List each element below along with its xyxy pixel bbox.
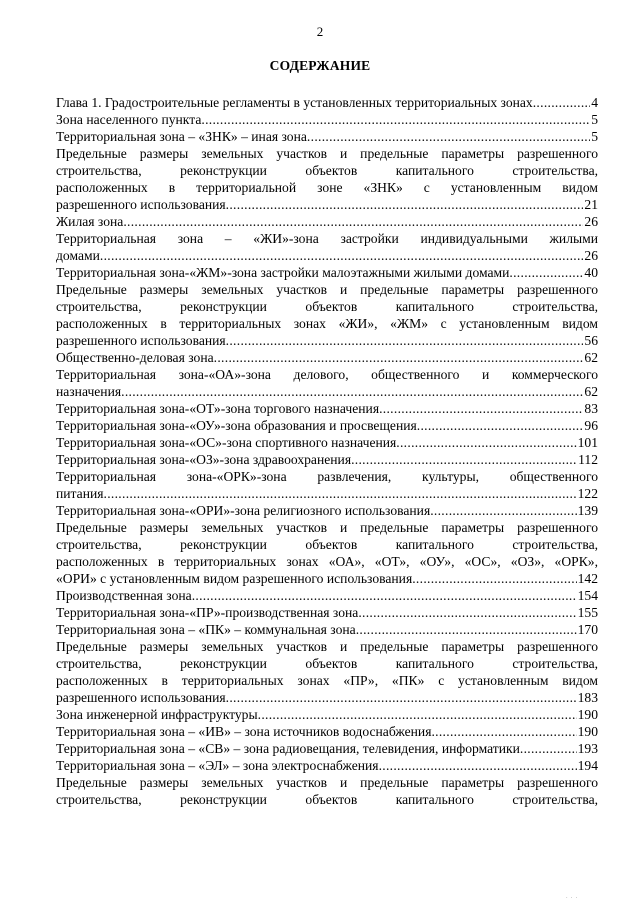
toc-entry-title: Территориальная зона-«ОС»-зона спортивного назначения (56, 435, 397, 450)
table-of-contents (56, 94, 598, 808)
toc-entry-line: Территориальная зона-«ОРК»-зона развлечения, культуры, общественного (56, 469, 598, 484)
toc-page-number: 62 (584, 350, 598, 365)
dot-leader (351, 451, 577, 468)
dot-leader (123, 213, 583, 230)
toc-entry-line: строительства, реконструкции объектов капитального строительства, (56, 537, 598, 552)
toc-page-number: 170 (577, 622, 598, 637)
toc-entry[interactable] (56, 706, 598, 723)
dot-leader (104, 485, 577, 502)
toc-entry-line: строительства, реконструкции объектов капитального строительства, (56, 656, 598, 671)
toc-entry-title: Территориальная зона-«ЖМ»-зона застройки малоэтажными жилыми домами (56, 265, 510, 280)
toc-page-number: 190 (577, 724, 598, 739)
toc-page-number: 193 (577, 741, 598, 756)
toc-entry[interactable] (56, 94, 598, 111)
toc-entry-line: расположенных в территориальных зонах «ЖИ», «ЖМ» с установленным видом (56, 316, 598, 331)
toc-page-number: 190 (577, 707, 598, 722)
toc-entry-title: Территориальная зона-«ОРИ»-зона религиозного использования (56, 503, 431, 518)
dot-leader (509, 264, 583, 281)
dot-leader (396, 434, 576, 451)
toc-entry[interactable] (56, 587, 598, 604)
toc-entry-title: Зона населенного пункта (56, 112, 202, 127)
toc-page-number: 142 (577, 571, 598, 586)
toc-entry[interactable] (56, 400, 598, 417)
scan-mark: · · · (566, 896, 579, 901)
toc-page-number: 139 (577, 503, 598, 518)
toc-entry-line: расположенных в территориальной зоне «ЗНК» с установленным видом (56, 180, 598, 195)
toc-entry-title: разрешенного использования (56, 197, 226, 212)
toc-entry[interactable] (56, 740, 598, 757)
dot-leader (226, 332, 584, 349)
dot-leader (430, 502, 576, 519)
toc-entry[interactable] (56, 451, 598, 468)
toc-page-number: 26 (584, 214, 598, 229)
toc-page-number: 112 (578, 452, 598, 467)
dot-leader (307, 128, 590, 145)
toc-entry-title: Территориальная зона-«ОЗ»-зона здравоохранения (56, 452, 352, 467)
toc-entry-title: домами (56, 248, 100, 263)
toc-entry-title: Территориальная зона-«ОТ»-зона торгового назначения (56, 401, 380, 416)
dot-leader (431, 723, 576, 740)
toc-entry-line: строительства, реконструкции объектов капитального строительства, (56, 299, 598, 314)
dot-leader (226, 689, 577, 706)
toc-entry[interactable] (56, 111, 598, 128)
dot-leader (417, 417, 584, 434)
toc-entry-line: расположенных в территориальных зонах «ПР», «ПК» с установленным видом (56, 673, 598, 688)
dot-leader (412, 570, 576, 587)
toc-entry-line: Территориальная зона – «ЖИ»-зона застройки индивидуальными жилыми (56, 231, 598, 246)
toc-entry-line: Предельные размеры земельных участков и предельные параметры разрешенного (56, 282, 598, 297)
page-number: 2 (316, 24, 324, 39)
toc-entry[interactable] (56, 366, 598, 400)
dot-leader (358, 604, 576, 621)
dot-leader (214, 349, 584, 366)
toc-entry[interactable] (56, 264, 598, 281)
dot-leader (379, 757, 577, 774)
toc-entry-line: Предельные размеры земельных участков и предельные параметры разрешенного (56, 775, 598, 790)
toc-page-number: 5 (591, 112, 598, 127)
dot-leader (226, 196, 584, 213)
toc-entry-line: Предельные размеры земельных участков и предельные параметры разрешенного (56, 520, 598, 535)
toc-entry-title: Территориальная зона – «ПК» – коммунальная зона (56, 622, 356, 637)
toc-entry[interactable] (56, 519, 598, 587)
toc-entry-line: строительства, реконструкции объектов капитального строительства, (56, 792, 598, 807)
toc-entry[interactable] (56, 128, 598, 145)
toc-entry-title: назначения (56, 384, 122, 399)
toc-entry-title: питания (56, 486, 104, 501)
dot-leader (533, 94, 590, 111)
toc-entry[interactable] (56, 638, 598, 706)
toc-entry[interactable] (56, 213, 598, 230)
toc-entry[interactable] (56, 604, 598, 621)
toc-entry[interactable] (56, 349, 598, 366)
toc-page-number: 21 (584, 197, 598, 212)
toc-entry-title: Жилая зона (56, 214, 124, 229)
toc-page-number: 83 (584, 401, 598, 416)
toc-entry[interactable] (56, 723, 598, 740)
toc-entry-line: расположенных в территориальных зонах «ОА», «ОТ», «ОУ», «ОС», «ОЗ», «ОРК», (56, 554, 598, 569)
toc-page-number: 183 (577, 690, 598, 705)
dot-leader (192, 587, 577, 604)
toc-entry-title: «ОРИ» с установленным видом разрешенного использования (56, 571, 413, 586)
toc-entry-title: разрешенного использования (56, 333, 226, 348)
toc-page-number: 122 (577, 486, 598, 501)
toc-entry-line: Территориальная зона-«ОА»-зона делового, общественного и коммерческого (56, 367, 598, 382)
toc-page-number: 194 (577, 758, 598, 773)
toc-page-number: 96 (584, 418, 598, 433)
toc-entry[interactable] (56, 434, 598, 451)
toc-page-number: 56 (584, 333, 598, 348)
dot-leader (201, 111, 590, 128)
dot-leader (121, 383, 583, 400)
toc-entry-title: Территориальная зона – «ЗНК» – иная зона (56, 129, 307, 144)
toc-page-number: 5 (591, 129, 598, 144)
toc-entry[interactable] (56, 417, 598, 434)
toc-entry-title: Зона инженерной инфраструктуры (56, 707, 258, 722)
toc-entry-line: Предельные размеры земельных участков и предельные параметры разрешенного (56, 639, 598, 654)
dot-leader (379, 400, 583, 417)
toc-entry-title: Территориальная зона-«ПР»-производственная зона (56, 605, 359, 620)
toc-page-number: 26 (584, 248, 598, 263)
dot-leader (100, 247, 584, 264)
toc-entry-title: разрешенного использования (56, 690, 226, 705)
toc-entry[interactable] (56, 621, 598, 638)
toc-entry-title: Производственная зона (56, 588, 192, 603)
toc-entry-title: Территориальная зона-«ОУ»-зона образования и просвещения (56, 418, 417, 433)
toc-entry[interactable] (56, 502, 598, 519)
toc-entry[interactable] (56, 774, 598, 808)
page-title: СОДЕРЖАНИЕ (269, 58, 371, 73)
toc-entry-title: Территориальная зона – «СВ» – зона радиовещания, телевидения, информатики (56, 741, 520, 756)
toc-entry-title: Глава 1. Градостроительные регламенты в установленных территориальных зонах (56, 95, 533, 110)
toc-page-number: 40 (584, 265, 598, 280)
toc-entry[interactable] (56, 230, 598, 264)
dot-leader (520, 740, 577, 757)
toc-page-number: 154 (577, 588, 598, 603)
toc-entry-title: Территориальная зона – «ЭЛ» – зона электроснабжения (56, 758, 379, 773)
toc-page-number: 101 (577, 435, 598, 450)
toc-page-number: 62 (584, 384, 598, 399)
dot-leader (356, 621, 577, 638)
toc-entry-line: строительства, реконструкции объектов капитального строительства, (56, 163, 598, 178)
toc-entry[interactable] (56, 281, 598, 349)
toc-page-number: 155 (577, 605, 598, 620)
toc-entry-line: Предельные размеры земельных участков и предельные параметры разрешенного (56, 146, 598, 161)
toc-entry[interactable] (56, 757, 598, 774)
toc-entry[interactable] (56, 468, 598, 502)
dot-leader (258, 706, 577, 723)
toc-page-number: 4 (591, 95, 598, 110)
toc-entry-title: Общественно-деловая зона (56, 350, 214, 365)
toc-entry-title: Территориальная зона – «ИВ» – зона источников водоснабжения (56, 724, 432, 739)
toc-entry[interactable] (56, 145, 598, 213)
